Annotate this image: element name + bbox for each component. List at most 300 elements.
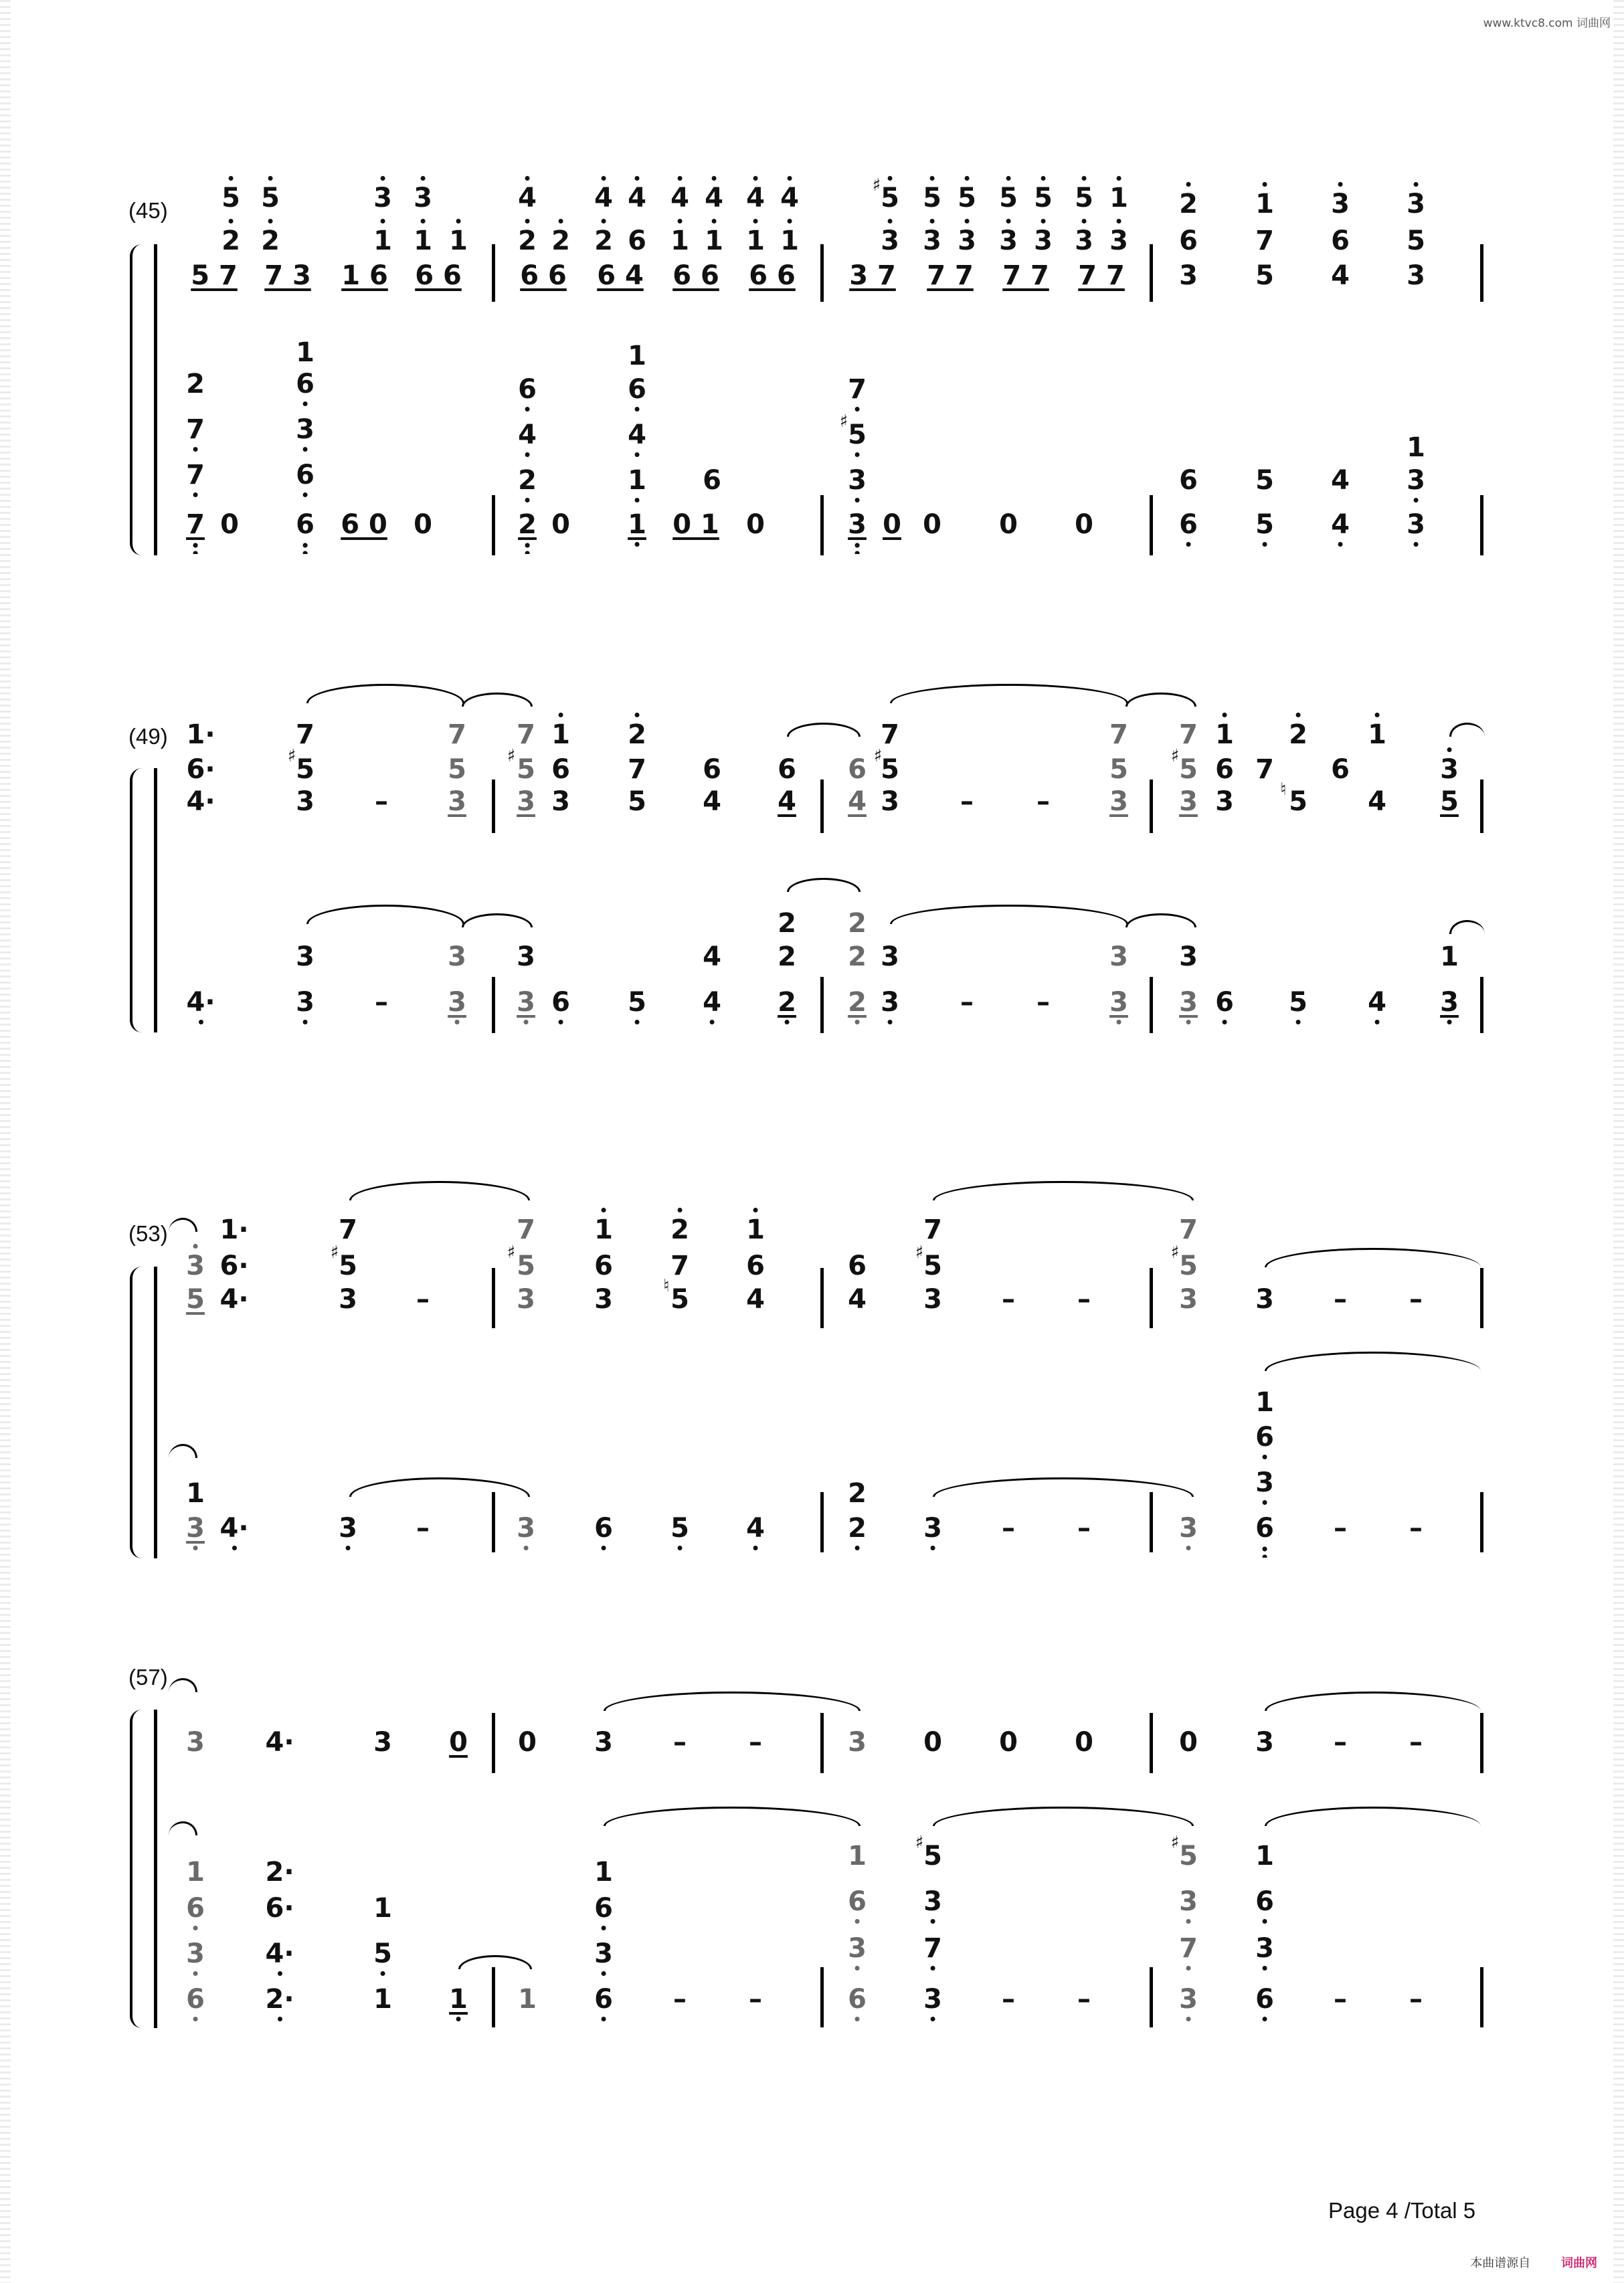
note: 5 (517, 1251, 535, 1281)
note: 4· (265, 1938, 294, 1969)
barline (1480, 1967, 1483, 2027)
note: 5 (1255, 509, 1274, 540)
note-pair: 5 7 (191, 260, 238, 291)
note: 1 (186, 1857, 205, 1888)
note: 4 (1331, 260, 1350, 291)
dash: – (1036, 786, 1050, 817)
tie (169, 1821, 197, 1835)
note: 3 (1179, 987, 1198, 1018)
note: 7 (670, 1251, 689, 1281)
note: 3 (999, 225, 1018, 256)
note: 1 (746, 225, 765, 256)
grand-staff-brace (130, 244, 150, 555)
note-pair: 6 0 (341, 509, 387, 540)
note: 6 (551, 987, 570, 1018)
note: 2 (848, 1513, 867, 1544)
note: 3 (594, 1938, 613, 1969)
note: 2 (551, 225, 570, 256)
note: 6 (1255, 1422, 1274, 1453)
note: 7 (1179, 1214, 1198, 1245)
note: 3 (448, 786, 466, 817)
rest: 0 (1075, 509, 1093, 540)
barline (820, 1713, 824, 1773)
rest: 0 (220, 509, 239, 540)
note: 3 (881, 225, 899, 256)
note: 3 (881, 786, 899, 817)
dash: – (1077, 1284, 1091, 1315)
note: 3 (848, 1727, 867, 1758)
note: 4 (628, 183, 646, 213)
note: 3 (186, 1727, 205, 1758)
note: 3 (373, 183, 392, 213)
note: 3 (1440, 987, 1459, 1018)
sharp-sign: ♯ (507, 746, 516, 766)
note: 6 (1255, 1513, 1274, 1544)
note: 1 (1255, 189, 1274, 219)
note: 5 (628, 987, 646, 1018)
note: 3 (923, 1513, 942, 1544)
dash: – (1036, 987, 1050, 1018)
note: 3 (296, 987, 314, 1018)
note: 6· (186, 754, 215, 785)
note: 1 (594, 1214, 613, 1245)
note-pair: 7 7 (927, 260, 974, 291)
note: 1 (518, 1984, 537, 2015)
logo-text-right: 词曲网 (1561, 2256, 1597, 2270)
note: 6 (1331, 225, 1350, 256)
note: 5 (923, 1251, 942, 1281)
note: 1 (449, 225, 468, 256)
barline (1150, 1492, 1153, 1552)
note-pair: 7 7 (1002, 260, 1049, 291)
note: 2 (221, 225, 240, 256)
note: 3 (1109, 786, 1128, 817)
barline (1150, 1713, 1153, 1773)
note: 1 (594, 1857, 613, 1888)
note: 2 (1179, 189, 1198, 219)
note: 7 (848, 374, 867, 405)
note: 2 (628, 719, 646, 750)
note: 3 (186, 1938, 205, 1969)
note: 5 (1255, 260, 1274, 291)
note: 4 (518, 420, 537, 450)
note: 2 (848, 908, 867, 939)
note: 7 (517, 719, 535, 750)
note: 5 (448, 754, 466, 785)
note: 6 (186, 1984, 205, 2015)
note: 6· (265, 1893, 294, 1924)
note: 1 (1255, 1387, 1274, 1418)
note: 3 (923, 1886, 942, 1917)
note: 2 (518, 465, 537, 496)
note: 3 (296, 414, 314, 445)
dash: – (749, 1727, 762, 1758)
note: 4· (219, 1513, 249, 1544)
note: 4 (1331, 509, 1350, 540)
note: 3 (1109, 941, 1128, 972)
note: 3 (339, 1513, 357, 1544)
note: 1 (373, 1893, 392, 1924)
barline (492, 1713, 495, 1773)
note: 1· (219, 1214, 249, 1245)
logo-text-left: 本曲谱源自 (1470, 2256, 1531, 2270)
note: 1 (1368, 719, 1386, 750)
sharp-sign: ♯ (915, 1833, 924, 1853)
note: 3 (594, 1284, 613, 1315)
tie (349, 1181, 530, 1200)
note: 1 (1255, 1841, 1274, 1871)
barline (1150, 977, 1153, 1033)
note: 6 (703, 754, 721, 785)
note: 4 (778, 786, 796, 817)
tie (1265, 1248, 1481, 1267)
note: 3 (1179, 1513, 1198, 1544)
note: 3 (848, 465, 867, 496)
sharp-sign: ♯ (1170, 1833, 1180, 1853)
note: 1 (780, 225, 799, 256)
note: 4 (703, 941, 721, 972)
note: 3 (296, 941, 314, 972)
note: 3 (848, 1933, 867, 1964)
note: 4· (265, 1727, 294, 1758)
note: 3 (848, 509, 867, 540)
dash: – (673, 1984, 687, 2015)
barline (820, 244, 824, 302)
note: 7 (923, 1933, 942, 1964)
site-logo (1470, 2254, 1597, 2271)
note: 4 (780, 183, 799, 213)
note: 5 (1407, 225, 1425, 256)
note: 1 (414, 225, 432, 256)
tie (169, 1678, 197, 1692)
note: 4 (703, 987, 721, 1018)
note: 5 (339, 1251, 357, 1281)
note: 3 (958, 225, 976, 256)
barline (820, 1967, 824, 2027)
tie (1125, 693, 1196, 707)
note: 1 (628, 465, 646, 496)
note: 7 (1255, 754, 1274, 785)
barline (492, 244, 495, 302)
note: 6 (186, 1893, 205, 1924)
note: 5 (1289, 786, 1307, 817)
note: 1 (705, 225, 723, 256)
barline (492, 1492, 495, 1552)
barline (492, 495, 495, 555)
note-pair: 6 6 (749, 260, 796, 291)
note: 4 (848, 786, 867, 817)
note: 3 (1407, 189, 1425, 219)
system-line (154, 768, 157, 1032)
note: 6 (848, 1251, 867, 1281)
note: 2 (848, 941, 867, 972)
note: 1 (1215, 719, 1234, 750)
system-line (154, 1267, 157, 1558)
note: 5 (373, 1938, 392, 1969)
note: 3 (1440, 754, 1459, 785)
note: 3 (1255, 1727, 1274, 1758)
note: 3 (1179, 941, 1198, 972)
barline (820, 780, 824, 833)
note: 6 (551, 754, 570, 785)
note: 3 (881, 987, 899, 1018)
note: 5 (958, 183, 976, 213)
note: 7 (1109, 719, 1128, 750)
grand-staff-brace (130, 1267, 150, 1558)
note: 6 (1331, 754, 1350, 785)
tie (1265, 1692, 1481, 1711)
note: 1 (373, 225, 392, 256)
note: 3 (517, 987, 535, 1018)
tie (349, 1477, 530, 1497)
note: 5 (999, 183, 1018, 213)
page-number: Page 4 /Total 5 (1328, 2198, 1476, 2223)
rest: 0 (746, 509, 765, 540)
note: 2 (778, 908, 796, 939)
barline (492, 977, 495, 1033)
tie (1449, 920, 1485, 934)
note: 3 (923, 225, 941, 256)
barline (1480, 1713, 1483, 1773)
note: 2 (778, 987, 796, 1018)
note: 3 (186, 1251, 205, 1281)
note: 1 (1109, 183, 1128, 213)
note: 5 (628, 786, 646, 817)
tie (169, 1444, 197, 1458)
note: 7 (296, 719, 314, 750)
note: 6 (848, 1984, 867, 2015)
sharp-sign: ♯ (507, 1243, 516, 1263)
sharp-sign: ♯ (287, 746, 296, 766)
note: 6 (594, 1984, 613, 2015)
rest: 0 (414, 509, 432, 540)
note-pair: 3 7 (849, 260, 896, 291)
note: 4 (518, 183, 537, 213)
note: 7 (1179, 1933, 1198, 1964)
note: 4· (186, 987, 215, 1018)
barline (1480, 977, 1483, 1033)
note: 3 (448, 941, 466, 972)
rest: 0 (999, 509, 1018, 540)
note: 1 (746, 1214, 765, 1245)
note: 4 (705, 183, 723, 213)
note: 3 (881, 941, 899, 972)
barline (1480, 1268, 1483, 1328)
note: 3 (1215, 786, 1234, 817)
note: 4 (1368, 786, 1386, 817)
note: 3 (923, 1984, 942, 2015)
barline (1150, 495, 1153, 555)
note: 5 (923, 1841, 942, 1871)
note: 6 (1179, 509, 1198, 540)
barline (1150, 244, 1153, 302)
tie (462, 913, 533, 927)
note: 2 (848, 987, 867, 1018)
note: 7 (448, 719, 466, 750)
note: 5 (881, 183, 899, 213)
note: 6 (746, 1251, 765, 1281)
natural-sign: ♮ (663, 1276, 670, 1296)
note: 7 (186, 414, 205, 445)
note: 7 (339, 1214, 357, 1245)
note-pair: 6 6 (672, 260, 719, 291)
measure-number: (57) (128, 1665, 168, 1690)
tie (306, 684, 464, 703)
note: 2 (261, 225, 280, 256)
note: 3 (517, 786, 535, 817)
note: 2 (778, 941, 796, 972)
dash: – (375, 987, 388, 1018)
note: 3 (1179, 1984, 1198, 2015)
note: 5 (1109, 754, 1128, 785)
note: 5 (1289, 987, 1307, 1018)
note: 3 (1034, 225, 1053, 256)
note: 5 (1179, 1841, 1198, 1871)
note: 6 (1255, 1984, 1274, 2015)
note-pair: 6 6 (520, 260, 567, 291)
note: 6 (1179, 465, 1198, 496)
dash: – (416, 1284, 430, 1315)
dash: – (1002, 1984, 1015, 2015)
note: 3 (296, 786, 314, 817)
note: 4 (848, 1284, 867, 1315)
note: 6 (594, 1251, 613, 1281)
note: 3 (1407, 509, 1425, 540)
dash: – (1409, 1984, 1423, 2015)
note: 3 (1255, 1467, 1274, 1498)
right-watermark-strip (1613, 0, 1624, 2283)
system-line (154, 244, 157, 555)
note: 4 (1331, 465, 1350, 496)
rest: 0 (1179, 1727, 1198, 1758)
barline (820, 977, 824, 1033)
note: 6 (1215, 754, 1234, 785)
note: 3 (1179, 1886, 1198, 1917)
note: 3 (1407, 465, 1425, 496)
note: 5 (261, 183, 280, 213)
note-pair: 7 7 (1078, 260, 1125, 291)
note-pair: 7 3 (264, 260, 311, 291)
note: 1 (628, 509, 646, 540)
barline (1150, 1268, 1153, 1328)
note: 3 (517, 1513, 535, 1544)
note-pair: 6 6 (415, 260, 462, 291)
note: 3 (448, 987, 466, 1018)
dash: – (1002, 1284, 1015, 1315)
tie (1265, 1352, 1481, 1371)
note: 5 (221, 183, 240, 213)
barline (1150, 1967, 1153, 2027)
barline (1480, 244, 1483, 302)
sharp-sign: ♯ (1170, 1243, 1180, 1263)
dash: – (1334, 1727, 1347, 1758)
natural-sign: ♮ (1280, 780, 1287, 800)
note: 4 (746, 1284, 765, 1315)
system-line (154, 1710, 157, 2028)
note: 2 (594, 225, 613, 256)
measure-number: (45) (128, 198, 168, 223)
note: 3 (923, 1284, 942, 1315)
grand-staff-brace (130, 1710, 150, 2028)
note: 6 (628, 225, 646, 256)
note: 5 (1075, 183, 1093, 213)
tie (890, 684, 1128, 703)
barline (1150, 780, 1153, 833)
note: 5 (1179, 754, 1198, 785)
note: 7 (628, 754, 646, 785)
note: 5 (670, 1513, 689, 1544)
sharp-sign: ♯ (1170, 746, 1180, 766)
sharp-sign: ♯ (839, 412, 848, 432)
note: 6 (296, 460, 314, 490)
note: 5 (1440, 786, 1459, 817)
note: 6 (778, 754, 796, 785)
note: 6 (296, 369, 314, 399)
note: 1 (628, 341, 646, 371)
note: 6 (628, 374, 646, 405)
dash: – (1002, 1513, 1015, 1544)
dash: – (749, 1984, 762, 2015)
dash: – (1077, 1984, 1091, 2015)
note: 6 (594, 1513, 613, 1544)
note: 2 (518, 509, 537, 540)
note: 3 (186, 1513, 205, 1544)
rest: 0 (999, 1727, 1018, 1758)
tie (604, 1807, 861, 1826)
note: 4 (670, 183, 689, 213)
note: 3 (1331, 189, 1350, 219)
note: 5 (923, 183, 941, 213)
note: 7 (1255, 225, 1274, 256)
note: 3 (1179, 786, 1198, 817)
tie (1449, 723, 1485, 737)
dash: – (1077, 1513, 1091, 1544)
tie (933, 1807, 1194, 1826)
sharp-sign: ♯ (873, 746, 883, 766)
barline (820, 495, 824, 555)
tie (890, 905, 1128, 924)
tie (933, 1477, 1194, 1497)
note: 3 (373, 1727, 392, 1758)
dash: – (1409, 1513, 1423, 1544)
dash: – (1334, 1513, 1347, 1544)
note: 3 (1179, 260, 1198, 291)
note: 4 (746, 183, 765, 213)
barline (492, 1268, 495, 1328)
barline (1480, 495, 1483, 555)
note: 1 (551, 719, 570, 750)
tie (604, 1692, 861, 1711)
barline (1480, 780, 1483, 833)
grand-staff-brace (130, 768, 150, 1032)
tie (933, 1181, 1194, 1200)
measure-number: (53) (128, 1221, 168, 1246)
note: 5 (1179, 1251, 1198, 1281)
site-watermark: www.ktvc8.com 词曲网 (1483, 17, 1611, 30)
rest: 0 (1075, 1727, 1093, 1758)
note: 5 (186, 1284, 205, 1315)
note: 3 (414, 183, 432, 213)
note: 5 (517, 754, 535, 785)
note-pair: 0 1 (672, 509, 719, 540)
note: 7 (517, 1214, 535, 1245)
dash: – (960, 786, 974, 817)
tie (306, 905, 464, 924)
note: 1 (670, 225, 689, 256)
dash: – (416, 1513, 430, 1544)
dash: – (673, 1727, 687, 1758)
dash: – (1334, 1984, 1347, 2015)
